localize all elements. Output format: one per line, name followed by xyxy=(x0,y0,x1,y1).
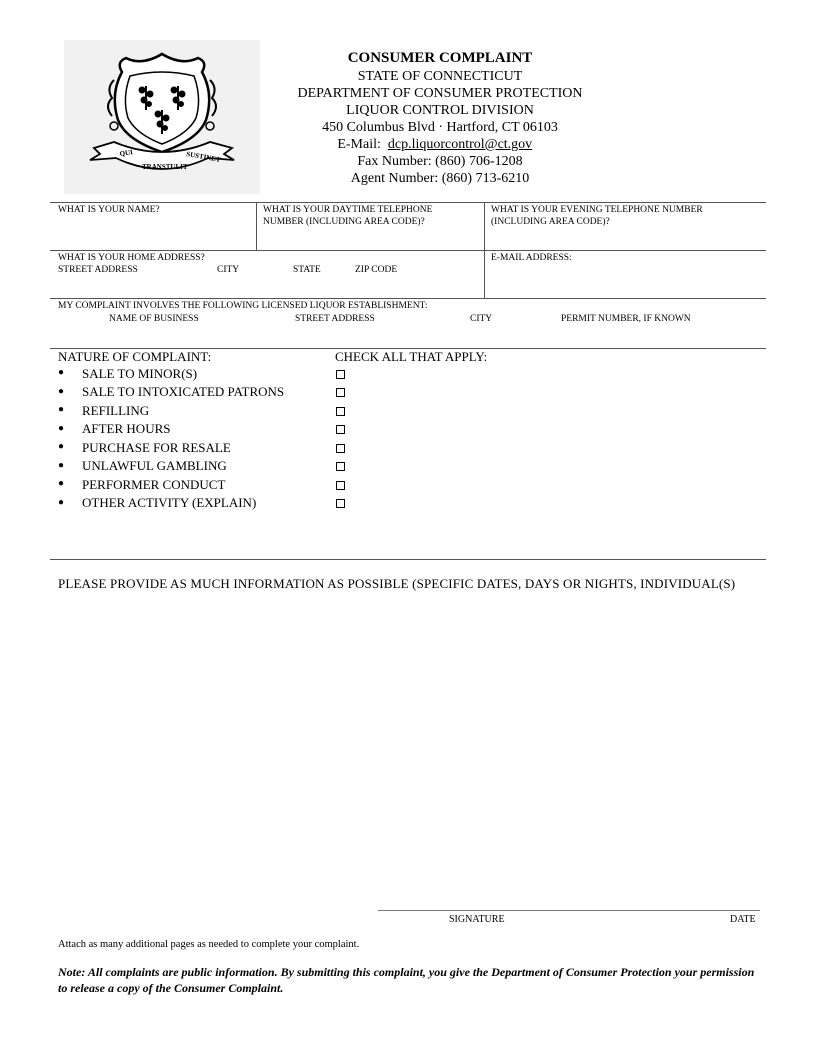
complaint-item-label: SALE TO MINOR(S) xyxy=(82,366,198,381)
home-address-label: WHAT IS YOUR HOME ADDRESS? xyxy=(58,253,205,263)
bullet-icon: ● xyxy=(58,460,65,471)
checkbox-sale-to-minors[interactable] xyxy=(336,370,345,379)
state-seal xyxy=(64,40,260,194)
email-address-field[interactable]: E-MAIL ADDRESS: xyxy=(491,253,572,263)
seal-motto-right: SUSTINET xyxy=(185,150,222,164)
bullet-icon: ● xyxy=(58,441,65,452)
city-field[interactable]: CITY xyxy=(217,265,240,275)
business-city-field[interactable]: CITY xyxy=(470,314,493,324)
header-division: LIQUOR CONTROL DIVISION xyxy=(346,103,534,118)
header-address: 450 Columbus Blvd · Hartford, CT 06103 xyxy=(322,120,558,135)
seal-motto-mid: TRANSTULIT xyxy=(142,163,188,171)
header-fax: Fax Number: (860) 706-1208 xyxy=(357,154,523,169)
daytime-phone-label-2: NUMBER (INCLUDING AREA CODE)? xyxy=(263,217,425,227)
check-all-label: CHECK ALL THAT APPLY: xyxy=(335,349,488,364)
complaint-item-label: UNLAWFUL GAMBLING xyxy=(82,458,227,473)
public-information-note: Note: All complaints are public information. By submitting this complaint, you give the Department of Consumer Protection your permission to release a copy of the Consumer Complaint. xyxy=(58,965,755,995)
checkbox-sale-to-intoxicated[interactable] xyxy=(336,388,345,397)
complaint-item-label: SALE TO INTOXICATED PATRONS xyxy=(82,384,285,399)
signature-label: SIGNATURE xyxy=(449,914,505,925)
complaint-details-area[interactable] xyxy=(58,600,764,900)
permit-number-field[interactable]: PERMIT NUMBER, IF KNOWN xyxy=(561,314,691,324)
checkbox-after-hours[interactable] xyxy=(336,425,345,434)
section-rule xyxy=(50,559,766,560)
seal-graphic xyxy=(64,40,260,194)
date-label: DATE xyxy=(730,914,756,925)
bullet-icon: ● xyxy=(58,367,65,378)
state-field[interactable]: STATE xyxy=(293,265,321,275)
complaint-item-label: REFILLING xyxy=(82,403,150,418)
evening-phone-field[interactable] xyxy=(491,204,703,228)
nature-of-complaint-label: NATURE OF COMPLAINT: xyxy=(58,349,212,364)
zip-code-field[interactable]: ZIP CODE xyxy=(355,265,398,275)
evening-phone-label-1: WHAT IS YOUR EVENING TELEPHONE NUMBER xyxy=(491,205,703,215)
bullet-icon: ● xyxy=(58,404,65,415)
form-rule xyxy=(50,202,766,203)
complaint-item-label: AFTER HOURS xyxy=(82,421,171,436)
form-rule xyxy=(50,250,766,251)
checkbox-unlawful-gambling[interactable] xyxy=(336,462,345,471)
checkbox-purchase-for-resale[interactable] xyxy=(336,444,345,453)
header-email-row xyxy=(270,136,610,153)
street-address-field[interactable]: STREET ADDRESS xyxy=(58,265,138,275)
bullet-icon: ● xyxy=(58,497,65,508)
form-divider xyxy=(484,202,485,298)
form-title: CONSUMER COMPLAINT xyxy=(347,50,533,66)
header-state: STATE OF CONNECTICUT xyxy=(357,69,523,84)
header-agent: Agent Number: (860) 713-6210 xyxy=(350,171,530,186)
seal-motto-left: QUI xyxy=(119,148,134,158)
complaint-item-label: OTHER ACTIVITY (EXPLAIN) xyxy=(82,495,257,510)
form-divider xyxy=(256,202,257,250)
complaint-item-label: PERFORMER CONDUCT xyxy=(82,477,226,492)
attach-pages-text: Attach as many additional pages as needed to complete your complaint. xyxy=(58,939,360,950)
header-email-link[interactable]: dcp.liquorcontrol@ct.gov xyxy=(387,137,533,152)
form-rule xyxy=(50,298,766,299)
name-field[interactable]: WHAT IS YOUR NAME? xyxy=(58,205,160,215)
daytime-phone-field[interactable] xyxy=(263,204,432,228)
business-name-field[interactable]: NAME OF BUSINESS xyxy=(109,314,199,324)
header-department: DEPARTMENT OF CONSUMER PROTECTION xyxy=(297,86,583,101)
complaint-item-label: PURCHASE FOR RESALE xyxy=(82,440,231,455)
checkbox-performer-conduct[interactable] xyxy=(336,481,345,490)
signature-line[interactable] xyxy=(378,910,760,911)
daytime-phone-label-1: WHAT IS YOUR DAYTIME TELEPHONE xyxy=(263,205,433,215)
checkbox-other-activity[interactable] xyxy=(336,499,345,508)
checkbox-refilling[interactable] xyxy=(336,407,345,416)
header-email-label: E-Mail: xyxy=(337,137,381,152)
info-prompt: PLEASE PROVIDE AS MUCH INFORMATION AS POSSIBLE (SPECIFIC DATES, DAYS OR NIGHTS, INDIVIDUAL(S) xyxy=(58,576,736,591)
evening-phone-label-2: (INCLUDING AREA CODE)? xyxy=(491,217,610,227)
bullet-icon: ● xyxy=(58,386,65,397)
business-street-field[interactable]: STREET ADDRESS xyxy=(295,314,375,324)
bullet-icon: ● xyxy=(58,478,65,489)
bullet-icon: ● xyxy=(58,423,65,434)
establishment-label: MY COMPLAINT INVOLVES THE FOLLOWING LICENSED LIQUOR ESTABLISHMENT: xyxy=(58,301,428,311)
